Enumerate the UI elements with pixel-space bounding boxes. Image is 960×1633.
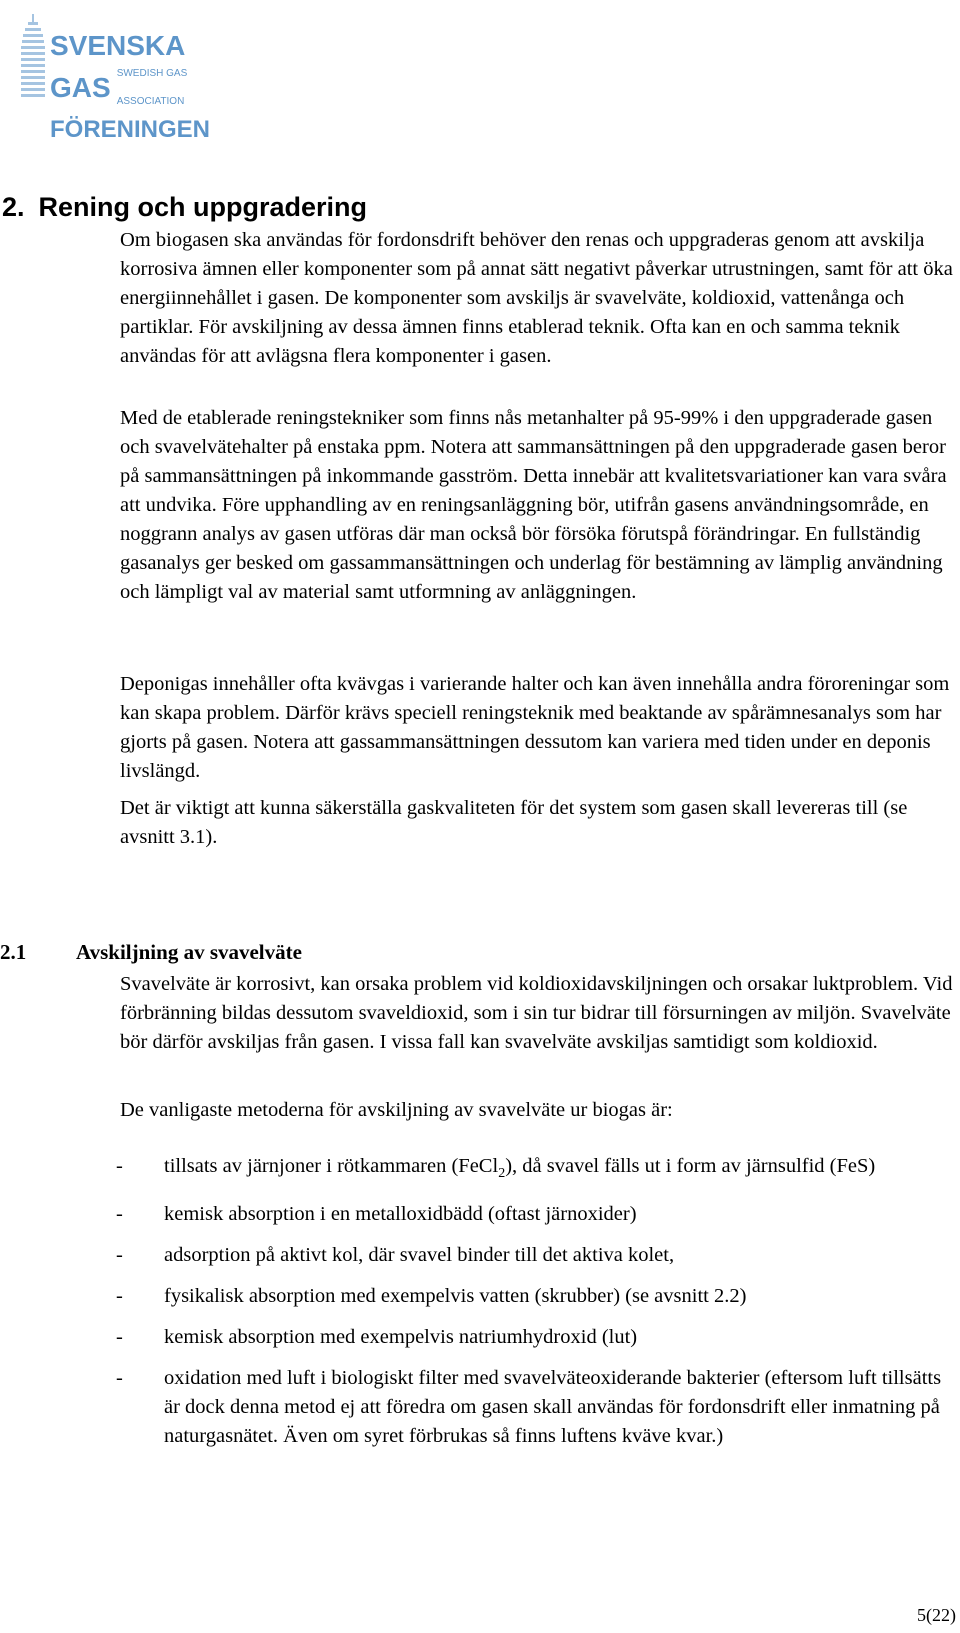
list-item bbox=[116, 1364, 958, 1451]
logo-line-gas bbox=[50, 60, 225, 116]
page-number: 5(22) bbox=[917, 1605, 956, 1625]
logo-association: SWEDISH GAS ASSOCIATION bbox=[116, 68, 188, 107]
section-number: 2. bbox=[2, 192, 25, 222]
list-item-text: fysikalisk absorption med exempelvis vatten (skrubber) (se avsnitt 2.2) bbox=[164, 1285, 747, 1308]
list-dash: - bbox=[116, 1367, 123, 1390]
logo-gas: GAS bbox=[50, 72, 111, 103]
list-item bbox=[116, 1200, 958, 1229]
paragraph-methane: Med de etablerade reningstekniker som finns nås metanhalter på 95-99% i den uppgraderade gasen och svavelvätehalter på enstaka ppm. Notera att sammansättningen på den uppgraderade gasen beror på sammansättningen på inkommande gasström. Detta innebär att kvalitetsvariationer kan vara svåra att undvika. Före upphandling av en reningsanläggning bör, utifrån gasens användningsområde, en noggrann analys av gasen utföras där man också bör försöka förutspå förändringar. En fullständig gasanalys ger besked om gassammansättningen och underlag för bestämning av lämplig användning och lämpligt val av material samt utformning av anläggningen. bbox=[120, 407, 947, 603]
list-dash: - bbox=[116, 1285, 123, 1308]
list-item-text: kemisk absorption i en metalloxidbädd (oftast järnoxider) bbox=[164, 1203, 637, 1226]
subsection-heading bbox=[0, 940, 302, 965]
logo-line-svenska: SVENSKA bbox=[50, 30, 186, 61]
subscript: 2 bbox=[498, 1166, 506, 1182]
methods-list bbox=[116, 1152, 958, 1463]
paragraph-intro: Om biogasen ska användas för fordonsdrift behöver den renas och uppgraderas genom att avskilja korrosiva ämnen eller komponenter som på annat sätt negativt påverkar utrustningen, samt för att öka energiinnehållet i gasen. De komponenter som avskiljs är svavelväte, koldioxid, vattenånga och partiklar. För avskiljning av dessa ämnen finns etablerad teknik. Ofta kan en och samma teknik användas för att avlägsna flera komponenter i gasen. bbox=[120, 229, 953, 367]
list-item-text: oxidation med luft i biologiskt filter med svavelväteoxiderande bakterier (eftersom luft tillsätts är dock denna metod ej att föredra om gasen skall användas för fordonsdrift eller inmatning på naturgasnätet. Även om syret förbrukas så finns luftens kväve kvar.) bbox=[164, 1367, 942, 1448]
list-dash: - bbox=[116, 1203, 123, 1226]
list-item-text: adsorption på aktivt kol, där svavel binder till det aktiva kolet, bbox=[164, 1244, 675, 1267]
paragraph-methods-intro: De vanligaste metoderna för avskiljning av svavelväte ur biogas är: bbox=[120, 1099, 673, 1121]
logo-line-foreningen: FÖRENINGEN bbox=[50, 116, 211, 143]
list-item bbox=[116, 1152, 958, 1188]
list-dash: - bbox=[116, 1155, 123, 1177]
paragraph-landfill-gas: Deponigas innehåller ofta kvävgas i varierande halter och kan även innehålla andra föroreningar som kan skapa problem. Därför krävs speciell reningsteknik med beaktande av spårämnesanalys som har gjorts på gasen. Notera att gassammansättningen dessutom kan variera med tiden under en deponis livslängd. bbox=[120, 673, 950, 782]
list-item bbox=[116, 1282, 958, 1311]
subsection-number: 2.1 bbox=[0, 940, 27, 964]
logo-flame-icon bbox=[18, 12, 52, 102]
section-heading bbox=[2, 192, 367, 223]
list-item-text: tillsats av järnjoner i rötkammaren (FeCl$_2$), då svavel fälls ut i form av järnsulfid (FeS) bbox=[164, 1155, 876, 1182]
subsection-title: Avskiljning av svavelväte bbox=[76, 940, 302, 964]
list-item bbox=[116, 1241, 958, 1270]
paragraph-gas-quality: Det är viktigt att kunna säkerställa gaskvaliteten för det system som gasen skall levereras till (se avsnitt 3.1). bbox=[120, 797, 908, 848]
list-item bbox=[116, 1323, 958, 1352]
logo-text bbox=[50, 32, 225, 144]
section-title: Rening och uppgradering bbox=[38, 192, 368, 222]
list-dash: - bbox=[116, 1326, 123, 1349]
list-item-text: kemisk absorption med exempelvis natriumhydroxid (lut) bbox=[164, 1326, 638, 1349]
list-dash: - bbox=[116, 1244, 123, 1267]
logo bbox=[10, 8, 225, 143]
paragraph-hydrogen-sulfide: Svavelväte är korrosivt, kan orsaka problem vid koldioxidavskiljningen och orsakar luktproblem. Vid förbränning bildas dessutom svaveldioxid, som i sin tur bidrar till försurningen av miljön. Svavelväte bör därför avskiljas från gasen. I vissa fall kan svavelväte avskiljas samtidigt som koldioxid. bbox=[120, 973, 953, 1053]
